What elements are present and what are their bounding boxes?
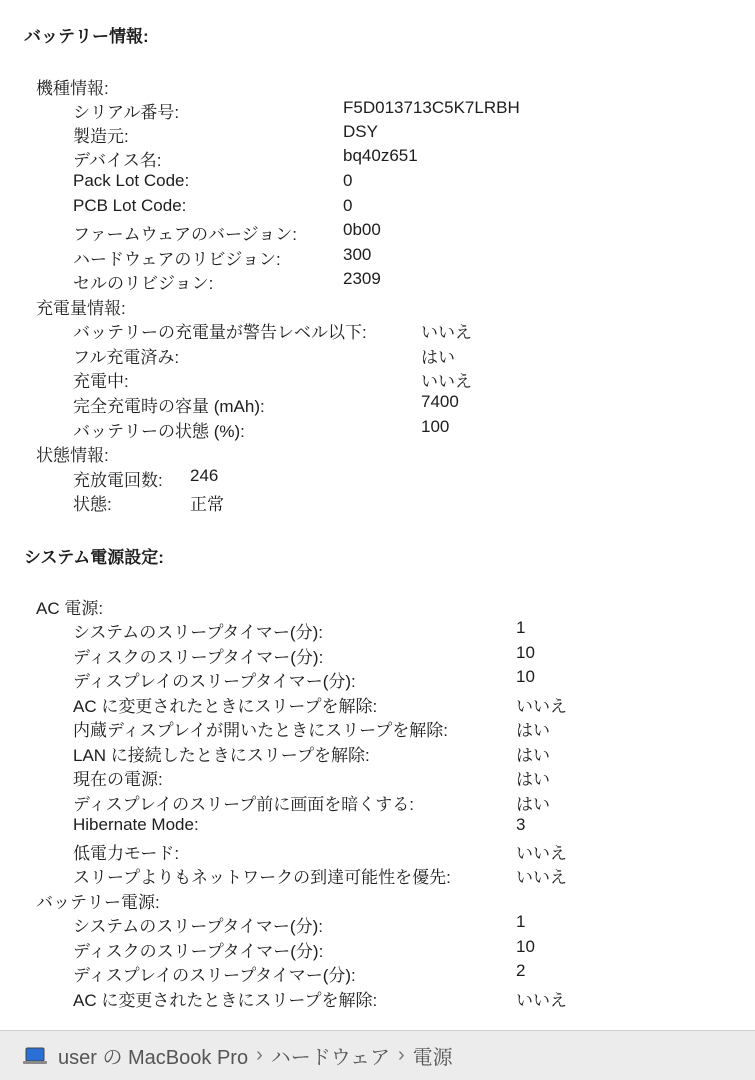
row-label: 状態: xyxy=(73,495,112,514)
info-row xyxy=(73,839,567,864)
row-value: はい xyxy=(421,348,455,367)
row-label: AC に変更されたときにスリープを解除: xyxy=(73,991,378,1010)
info-row xyxy=(73,98,520,123)
row-label: バッテリーの充電量が警告レベル以下: xyxy=(73,323,367,342)
info-row xyxy=(73,196,353,216)
info-row xyxy=(73,122,378,147)
info-row xyxy=(73,815,526,835)
row-label: セルのリビジョン: xyxy=(73,274,214,293)
row-value: 1 xyxy=(516,618,526,637)
info-row xyxy=(73,741,550,766)
row-label: システムのスリープタイマー(分): xyxy=(73,623,323,642)
breadcrumb-chevron-icon: › xyxy=(397,1044,405,1066)
row-label: 充放電回数: xyxy=(73,471,163,490)
info-row xyxy=(73,171,353,191)
info-row xyxy=(73,765,550,790)
model-info-title: 機種情報: xyxy=(36,79,109,98)
row-value: いいえ xyxy=(516,868,567,887)
row-value: 246 xyxy=(190,466,219,485)
row-label: ディスクのスリープタイマー(分): xyxy=(73,648,324,667)
info-row xyxy=(73,318,472,343)
breadcrumb-chevron-icon: › xyxy=(256,1044,263,1066)
info-row xyxy=(73,367,472,392)
info-row xyxy=(73,986,567,1011)
battery-info-title: バッテリー情報: xyxy=(24,27,149,46)
battery-power-title: バッテリー電源: xyxy=(36,893,160,912)
row-value: 1 xyxy=(516,912,526,931)
row-value: F5D013713C5K7LRBH xyxy=(343,98,520,117)
path-bar xyxy=(0,1030,755,1080)
row-value: 0b00 xyxy=(343,220,381,239)
row-value: 3 xyxy=(516,815,526,834)
row-label: 完全充電時の容量 (mAh): xyxy=(73,397,265,416)
row-label: システムのスリープタイマー(分): xyxy=(73,917,323,936)
row-label: AC に変更されたときにスリープを解除: xyxy=(73,697,378,716)
row-value: 10 xyxy=(516,643,535,662)
info-row xyxy=(73,790,550,815)
row-value: 10 xyxy=(516,667,535,686)
row-label: スリープよりもネットワークの到達可能性を優先: xyxy=(73,868,451,887)
row-value: いいえ xyxy=(516,697,567,716)
row-value: 0 xyxy=(343,196,353,215)
row-label: PCB Lot Code: xyxy=(73,196,187,215)
row-value: DSY xyxy=(343,122,378,141)
row-label: ディスクのスリープタイマー(分): xyxy=(73,942,324,961)
row-value: はい xyxy=(516,795,550,814)
info-row xyxy=(73,716,550,741)
info-row xyxy=(73,643,535,668)
info-row xyxy=(73,466,219,491)
info-row xyxy=(73,937,535,962)
info-row xyxy=(73,245,372,270)
row-value: はい xyxy=(516,770,550,789)
row-value: 0 xyxy=(343,171,353,190)
row-label: Pack Lot Code: xyxy=(73,171,190,190)
breadcrumb-hardware[interactable]: ハードウェア xyxy=(270,1047,390,1069)
row-label: 内蔵ディスプレイが開いたときにスリープを解除: xyxy=(73,721,448,740)
row-value: 2 xyxy=(516,961,526,980)
power-settings-title: システム電源設定: xyxy=(24,548,164,567)
ac-power-title: AC 電源: xyxy=(36,599,104,618)
info-row xyxy=(73,863,567,888)
row-value: いいえ xyxy=(421,323,472,342)
row-value: 10 xyxy=(516,937,535,956)
breadcrumb-computer[interactable]: user の MacBook Pro xyxy=(58,1047,249,1069)
row-value: はい xyxy=(516,721,550,740)
row-label: ディスプレイのスリープ前に画面を暗くする: xyxy=(73,795,414,814)
row-value: 正常 xyxy=(190,495,224,514)
row-value: 300 xyxy=(343,245,372,264)
row-label: デバイス名: xyxy=(73,151,162,170)
info-row xyxy=(73,961,526,986)
charge-info-title: 充電量情報: xyxy=(36,299,126,318)
info-row xyxy=(73,490,224,515)
info-row xyxy=(73,417,450,442)
row-label: ハードウェアのリビジョン: xyxy=(73,250,281,269)
row-value: 7400 xyxy=(421,392,459,411)
row-value: いいえ xyxy=(516,844,567,863)
info-row xyxy=(73,220,381,245)
breadcrumb-power[interactable]: 電源 xyxy=(412,1047,453,1069)
row-value: いいえ xyxy=(421,372,472,391)
laptop-icon xyxy=(22,1046,48,1066)
row-value: はい xyxy=(516,746,550,765)
health-info-title: 状態情報: xyxy=(36,446,109,465)
row-value: 100 xyxy=(421,417,450,436)
row-label: ディスプレイのスリープタイマー(分): xyxy=(73,966,356,985)
row-label: ファームウェアのバージョン: xyxy=(73,225,298,244)
row-label: シリアル番号: xyxy=(73,103,180,122)
row-value: いいえ xyxy=(516,991,567,1010)
info-row xyxy=(73,692,567,717)
info-row xyxy=(73,269,381,294)
row-label: Hibernate Mode: xyxy=(73,815,199,834)
row-label: ディスプレイのスリープタイマー(分): xyxy=(73,672,356,691)
row-label: LAN に接続したときにスリープを解除: xyxy=(73,746,370,765)
row-label: 製造元: xyxy=(73,127,129,146)
info-row xyxy=(73,343,455,368)
info-row xyxy=(73,618,526,643)
row-label: バッテリーの状態 (%): xyxy=(73,422,245,441)
row-value: 2309 xyxy=(343,269,381,288)
info-row xyxy=(73,392,459,417)
row-label: 充電中: xyxy=(73,372,129,391)
row-label: 低電力モード: xyxy=(73,844,180,863)
info-row xyxy=(73,912,526,937)
info-row xyxy=(73,146,418,171)
row-value: bq40z651 xyxy=(343,146,418,165)
row-label: 現在の電源: xyxy=(73,770,163,789)
row-label: フル充電済み: xyxy=(73,348,180,367)
info-row xyxy=(73,667,535,692)
